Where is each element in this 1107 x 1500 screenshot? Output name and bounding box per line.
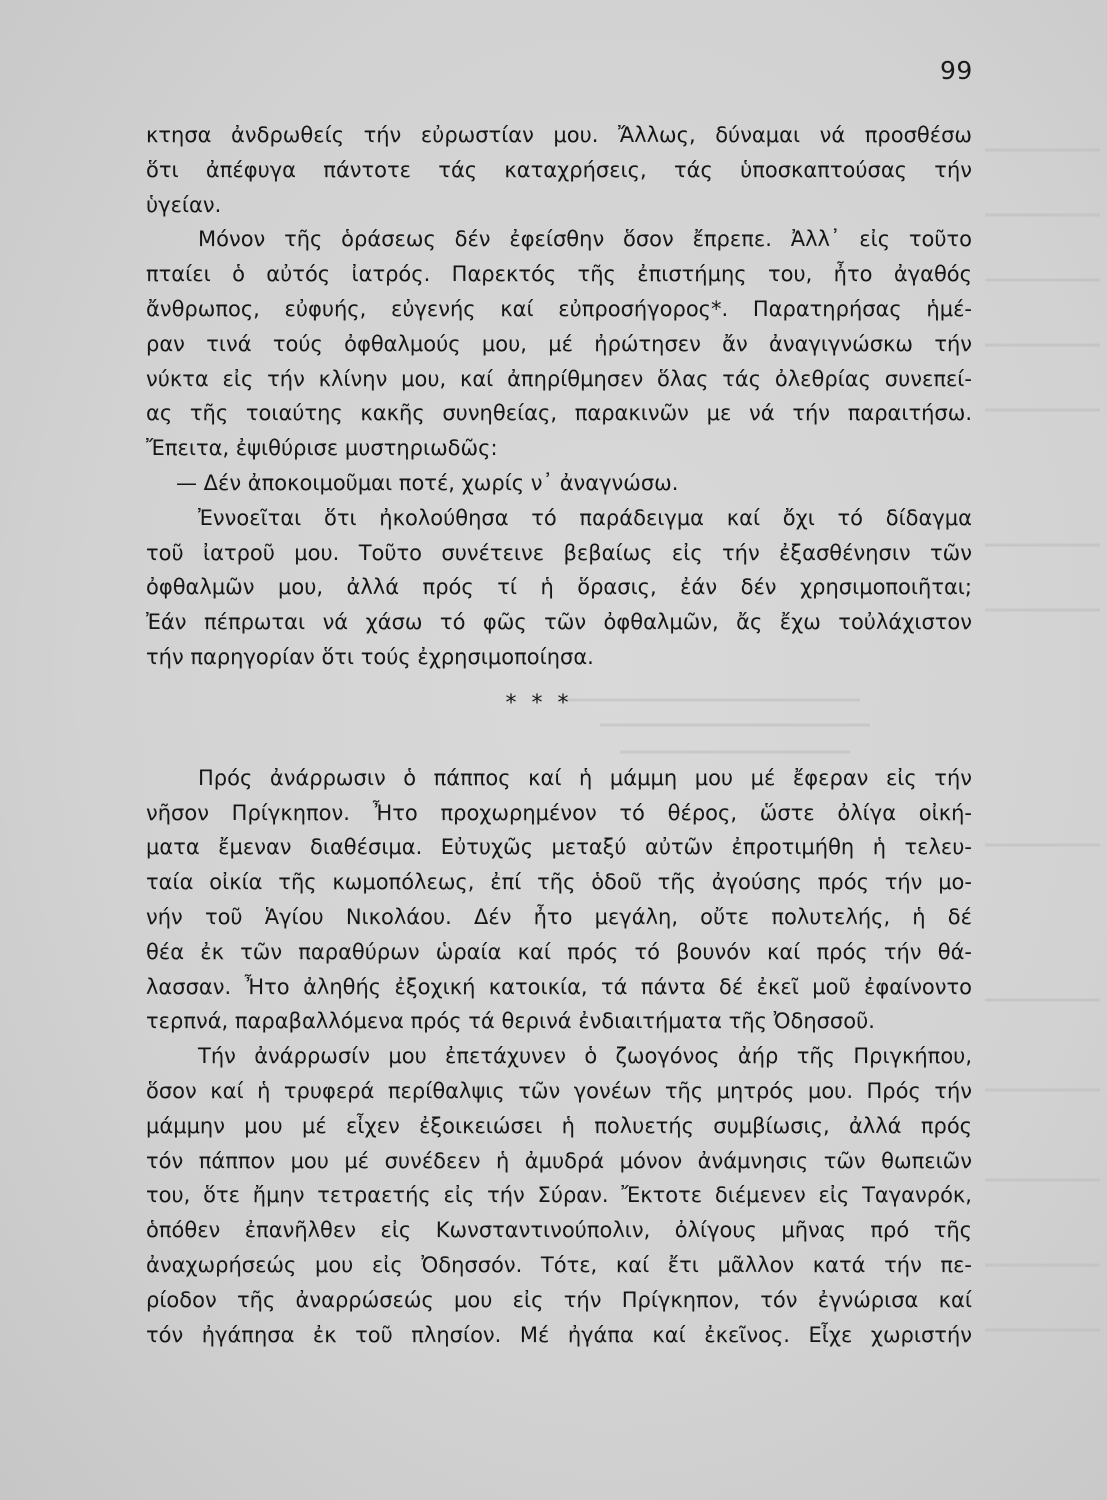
text-line: νῆσον Πρίγκηπον. Ἦτο προχωρημένον τό θέρος, ὥστε ὀλίγα οἰκή-	[146, 800, 972, 825]
text-line: τοῦ ἰατροῦ μου. Τοῦτο συνέτεινε βεβαίως εἰς τήν ἐξασθένησιν τῶν	[146, 540, 972, 565]
text-line: θέα ἐκ τῶν παραθύρων ὡραία καί πρός τό βουνόν καί πρός τήν θά-	[146, 939, 972, 964]
paragraph	[146, 501, 972, 675]
text-line: Μόνον τῆς ὁράσεως δέν ἐφείσθην ὅσον ἔπρεπε. Ἀλλ᾽ εἰς τοῦτο	[198, 227, 972, 252]
text-line: τήν παρηγορίαν ὅτι τούς ἐχρησιμοποίησα.	[146, 644, 594, 669]
text-line: νήν τοῦ Ἁγίου Νικολάου. Δέν ἦτο μεγάλη, οὔτε πολυτελής, ἡ δέ	[146, 904, 972, 929]
text-line: μάμμην μου μέ εἶχεν ἐξοικειώσει ἡ πολυετής συμβίωσις, ἀλλά πρός	[146, 1113, 972, 1138]
text-line: λασσαν. Ἦτο ἀληθής ἐξοχική κατοικία, τά πάντα δέ ἐκεῖ μοῦ ἐφαίνοντο	[146, 974, 972, 999]
text-line: τόν πάππον μου μέ συνέδεεν ἡ ἀμυδρά μόνον ἀνάμνησις τῶν θωπειῶν	[146, 1148, 972, 1173]
text-line: ταία οἰκία τῆς κωμοπόλεως, ἐπί τῆς ὁδοῦ τῆς ἀγούσης πρός τήν μο-	[146, 870, 972, 895]
text-line: ὅτι ἀπέφυγα πάντοτε τάς καταχρήσεις, τάς ὑποσκαπτούσας τήν	[146, 157, 972, 182]
text-line: ὑγείαν.	[146, 192, 222, 217]
text-line: τόν ἠγάπησα ἐκ τοῦ πλησίον. Μέ ἠγάπα καί ἐκεῖνος. Εἶχε χωριστήν	[146, 1322, 972, 1347]
text-line: Ἐάν πέπρωται νά χάσω τό φῶς τῶν ὀφθαλμῶν, ἄς ἔχω τοὐλάχιστον	[146, 610, 972, 635]
text-line: Ἔπειτα, ἐψιθύρισε μυστηριωδῶς:	[146, 436, 498, 461]
page-number: 99	[940, 56, 973, 85]
text-line: Πρός ἀνάρρωσιν ὁ πάππος καί ἡ μάμμη μου μέ ἔφεραν εἰς τήν	[198, 765, 972, 790]
text-line: ὅσον καί ἡ τρυφερά περίθαλψις τῶν γονέων τῆς μητρός μου. Πρός τήν	[146, 1078, 972, 1103]
paragraph	[146, 1039, 972, 1352]
text-line: ὁπόθεν ἐπανῆλθεν εἰς Κωνσταντινούπολιν, ὀλίγους μῆνας πρό τῆς	[146, 1218, 972, 1243]
body-text	[146, 118, 972, 1352]
dialogue-line: — Δέν ἀποκοιμοῦμαι ποτέ, χωρίς ν᾽ ἀναγνώσω.	[176, 470, 679, 495]
paragraph	[146, 118, 972, 222]
text-line: ρίοδον τῆς ἀναρρώσεώς μου εἰς τήν Πρίγκηπον, τόν ἐγνώρισα καί	[146, 1287, 972, 1312]
text-line: ἄνθρωπος, εὐφυής, εὐγενής καί εὐπροσήγορος*. Παρατηρήσας ἡμέ-	[146, 296, 972, 321]
text-line: κτησα ἀνδρωθείς τήν εὐρωστίαν μου. Ἄλλως, δύναμαι νά προσθέσω	[146, 123, 972, 147]
text-line: νύκτα εἰς τήν κλίνην μου, καί ἀπηρίθμησεν ὅλας τάς ὀλεθρίας συνεπεί-	[146, 366, 972, 391]
paragraph	[146, 761, 972, 1039]
text-line: ματα ἔμεναν διαθέσιμα. Εὐτυχῶς μεταξύ αὐτῶν ἐπροτιμήθη ἡ τελευ-	[146, 835, 972, 860]
text-line: ὀφθαλμῶν μου, ἀλλά πρός τί ἡ ὅρασις, ἐάν δέν χρησιμοποιῆται;	[146, 575, 972, 600]
text-line: ἀναχωρήσεώς μου εἰς Ὀδησσόν. Τότε, καί ἔτι μᾶλλον κατά τήν πε-	[146, 1252, 972, 1277]
text-line: ας τῆς τοιαύτης κακῆς συνηθείας, παρακινῶν με νά τήν παραιτήσω.	[146, 401, 972, 426]
paragraph	[146, 222, 972, 466]
text-line: Τήν ἀνάρρωσίν μου ἐπετάχυνεν ὁ ζωογόνος ἀήρ τῆς Πριγκήπου,	[198, 1044, 972, 1069]
text-line: τερπνά, παραβαλλόμενα πρός τά θερινά ἐνδιαιτήματα τῆς Ὀδησσοῦ.	[146, 1009, 875, 1034]
text-line: πταίει ὁ αὐτός ἰατρός. Παρεκτός τῆς ἐπιστήμης του, ἦτο ἀγαθός	[146, 262, 972, 287]
text-line: ραν τινά τούς ὀφθαλμούς μου, μέ ἠρώτησεν ἄν ἀναγιγνώσκω τήν	[146, 331, 972, 356]
text-line: του, ὅτε ἤμην τετραετής εἰς τήν Σύραν. Ἔκτοτε διέμενεν εἰς Ταγανρόκ,	[146, 1183, 972, 1208]
text-line: Ἐννοεῖται ὅτι ἠκολούθησα τό παράδειγμα καί ὄχι τό δίδαγμα	[198, 505, 972, 530]
section-separator: * * *	[505, 690, 573, 716]
